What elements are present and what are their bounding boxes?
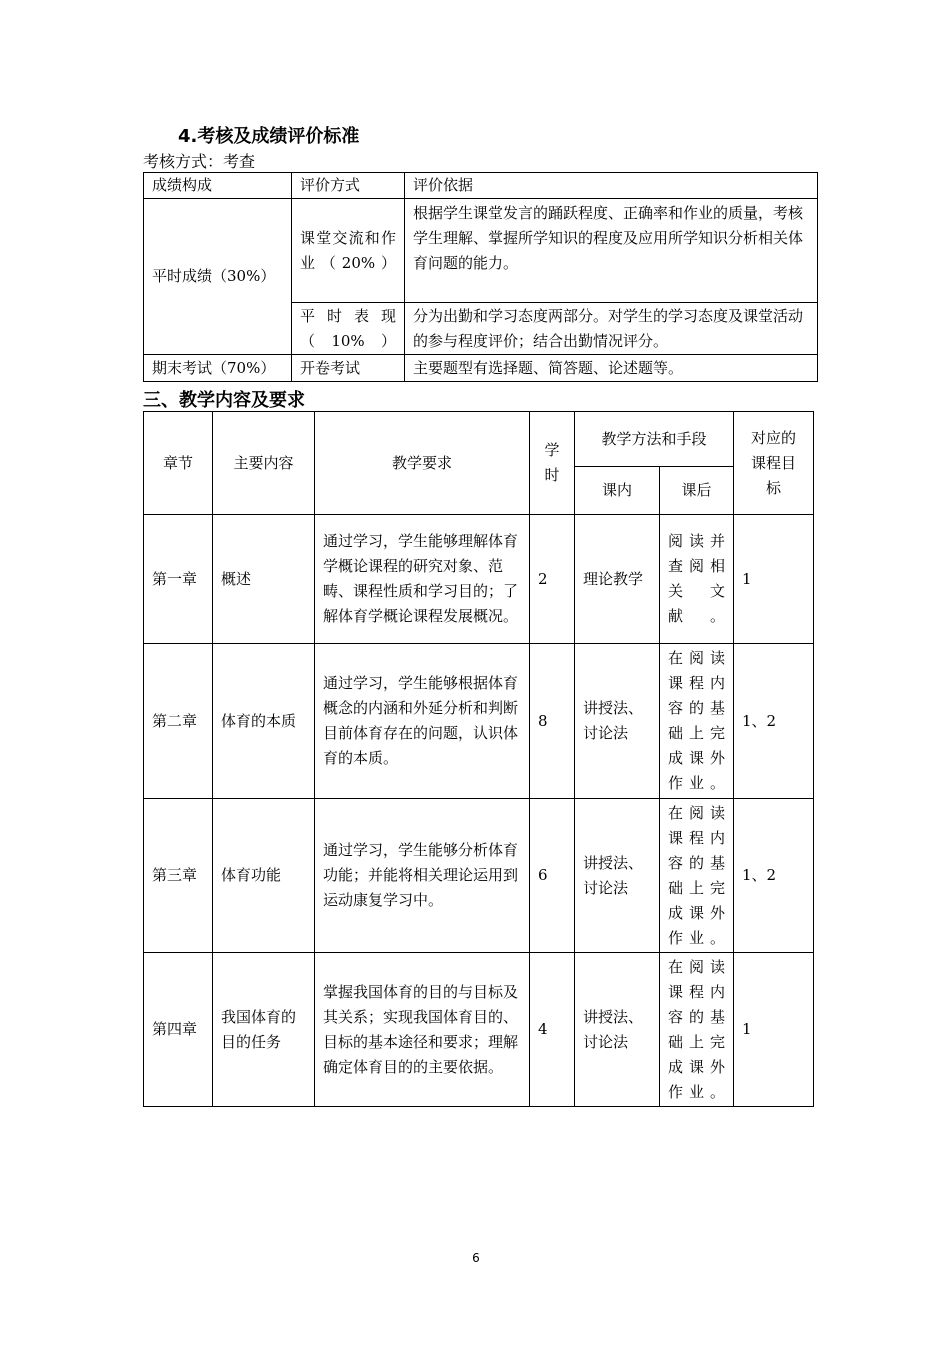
requirement-cell: 通过学习，学生能够根据体育概念的内涵和外延分析和判断目前体育存在的问题，认识体育的本质。 bbox=[315, 644, 530, 799]
after-class-cell: 在阅读课程内容的基础上完成课外作业。 bbox=[660, 953, 734, 1107]
header-hours: 学时 bbox=[530, 412, 575, 515]
hours-cell: 4 bbox=[530, 953, 575, 1107]
after-class-cell: 在阅读课程内容的基础上完成课外作业。 bbox=[660, 644, 734, 799]
header-after-class: 课后 bbox=[660, 467, 734, 515]
requirement-cell: 通过学习，学生能够分析体育功能；并能将相关理论运用到运动康复学习中。 bbox=[315, 799, 530, 953]
objective-cell: 1、2 bbox=[734, 644, 814, 799]
objective-cell: 1、2 bbox=[734, 799, 814, 953]
grade-table bbox=[143, 172, 818, 382]
content-cell: 我国体育的目的任务 bbox=[213, 953, 315, 1107]
evaluation-method: 课堂交流和作业（20%） bbox=[292, 199, 405, 303]
table-row bbox=[144, 644, 814, 799]
chapter-cell: 第四章 bbox=[144, 953, 213, 1107]
evaluation-method: 平时表现（10%） bbox=[292, 303, 405, 355]
content-cell: 体育的本质 bbox=[213, 644, 315, 799]
in-class-cell: 理论教学 bbox=[575, 515, 660, 644]
requirement-cell: 通过学习，学生能够理解体育学概论课程的研究对象、范畴、课程性质和学习目的；了解体育学概论课程发展概况。 bbox=[315, 515, 530, 644]
header-chapter: 章节 bbox=[144, 412, 213, 515]
table-row bbox=[144, 799, 814, 953]
header-cell: 评价方式 bbox=[292, 173, 405, 199]
regular-score-label: 平时成绩（30%） bbox=[144, 199, 292, 355]
hours-cell: 6 bbox=[530, 799, 575, 953]
header-content: 主要内容 bbox=[213, 412, 315, 515]
hours-cell: 2 bbox=[530, 515, 575, 644]
content-table bbox=[143, 411, 814, 1107]
page-number: 6 bbox=[472, 1251, 480, 1265]
objective-cell: 1 bbox=[734, 953, 814, 1107]
final-exam-label: 期末考试（70%） bbox=[144, 355, 292, 382]
section-4-title: 4.考核及成绩评价标准 bbox=[178, 126, 360, 147]
evaluation-basis: 主要题型有选择题、简答题、论述题等。 bbox=[405, 355, 818, 382]
grade-table-row bbox=[144, 355, 818, 382]
in-class-cell: 讲授法、讨论法 bbox=[575, 799, 660, 953]
evaluation-basis: 根据学生课堂发言的踊跃程度、正确率和作业的质量，考核学生理解、掌握所学知识的程度及应用所学知识分析相关体育问题的能力。 bbox=[405, 199, 818, 303]
header-cell: 评价依据 bbox=[405, 173, 818, 199]
hours-cell: 8 bbox=[530, 644, 575, 799]
content-cell: 概述 bbox=[213, 515, 315, 644]
header-objective: 对应的课程目标 bbox=[734, 412, 814, 515]
content-table-header-row bbox=[144, 412, 814, 467]
table-row bbox=[144, 953, 814, 1107]
requirement-cell: 掌握我国体育的目的与目标及其关系；实现我国体育目的、目标的基本途径和要求；理解确定体育目的的主要依据。 bbox=[315, 953, 530, 1107]
header-methods: 教学方法和手段 bbox=[575, 412, 734, 467]
in-class-cell: 讲授法、讨论法 bbox=[575, 953, 660, 1107]
header-in-class: 课内 bbox=[575, 467, 660, 515]
table-row bbox=[144, 515, 814, 644]
section-3-title: 三、教学内容及要求 bbox=[143, 390, 305, 411]
assessment-method: 考核方式：考查 bbox=[143, 152, 256, 171]
grade-table-row bbox=[144, 199, 818, 303]
chapter-cell: 第二章 bbox=[144, 644, 213, 799]
in-class-cell: 讲授法、讨论法 bbox=[575, 644, 660, 799]
grade-table-header-row bbox=[144, 173, 818, 199]
content-cell: 体育功能 bbox=[213, 799, 315, 953]
after-class-cell: 阅读并查阅相关文献。 bbox=[660, 515, 734, 644]
header-cell: 成绩构成 bbox=[144, 173, 292, 199]
header-requirement: 教学要求 bbox=[315, 412, 530, 515]
after-class-cell: 在阅读课程内容的基础上完成课外作业。 bbox=[660, 799, 734, 953]
chapter-cell: 第三章 bbox=[144, 799, 213, 953]
chapter-cell: 第一章 bbox=[144, 515, 213, 644]
evaluation-method: 开卷考试 bbox=[292, 355, 405, 382]
objective-cell: 1 bbox=[734, 515, 814, 644]
evaluation-basis: 分为出勤和学习态度两部分。对学生的学习态度及课堂活动的参与程度评价；结合出勤情况评分。 bbox=[405, 303, 818, 355]
